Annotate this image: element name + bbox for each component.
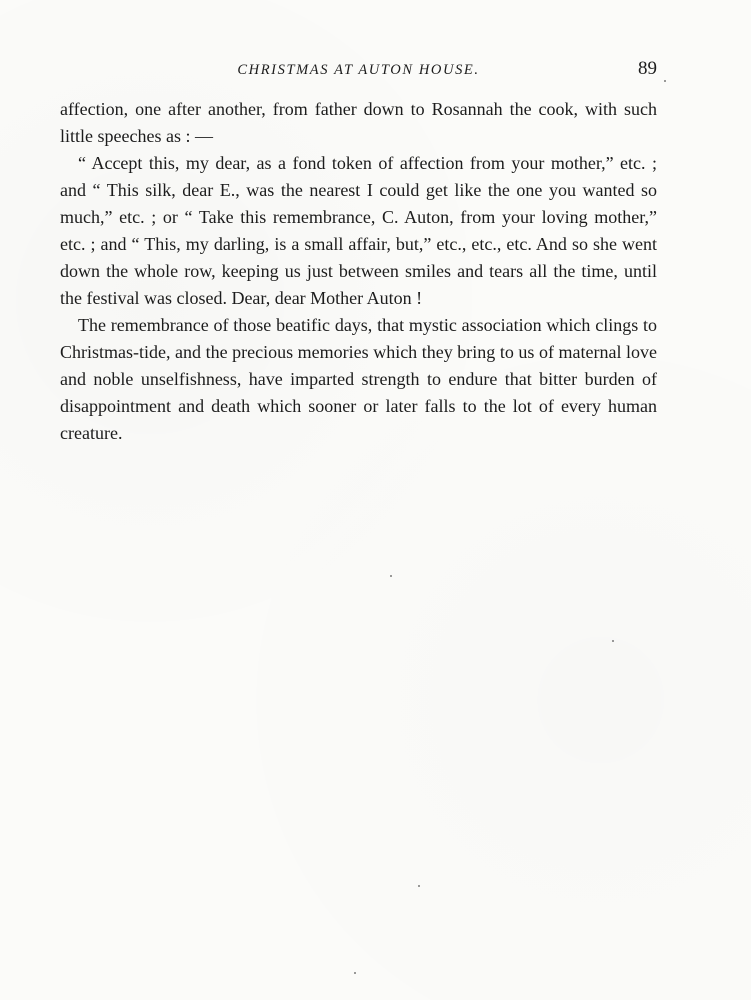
page-number: 89 xyxy=(638,58,657,79)
paper-speck xyxy=(612,640,614,642)
paragraph-remembrance: The remembrance of those beatific days, that mystic association which clings to Christmas-tide, and the precious memories which they bring to us of maternal love and noble unselfishness, have imparted strength to endure that bitter burden of disappointment and death which sooner or later falls to the lot of every human creature. xyxy=(60,315,657,443)
running-head xyxy=(60,58,657,84)
paragraph-gift-speeches: “ Accept this, my dear, as a fond token of affection from your mother,” etc. ; and “ This silk, dear E., was the nearest I could get like the one you wanted so much,” etc. ; or “ Take this remembrance, C. Auton, from your loving mother,” etc. ; and “ This, my darling, is a small affair, but,” etc., etc., etc. And so she went down the whole row, keeping us just between smiles and tears all the time, until the festival was closed. Dear, dear Mother Auton ! xyxy=(60,153,657,308)
paper-speck xyxy=(354,972,356,974)
paper-speck xyxy=(418,885,420,887)
running-title: CHRISTMAS AT AUTON HOUSE. xyxy=(237,62,480,78)
body-text xyxy=(60,96,657,447)
paper-speck xyxy=(390,575,392,577)
paragraph-continuation: affection, one after another, from father down to Rosannah the cook, with such little speeches as : — xyxy=(60,99,657,146)
paper-speck xyxy=(664,80,666,82)
